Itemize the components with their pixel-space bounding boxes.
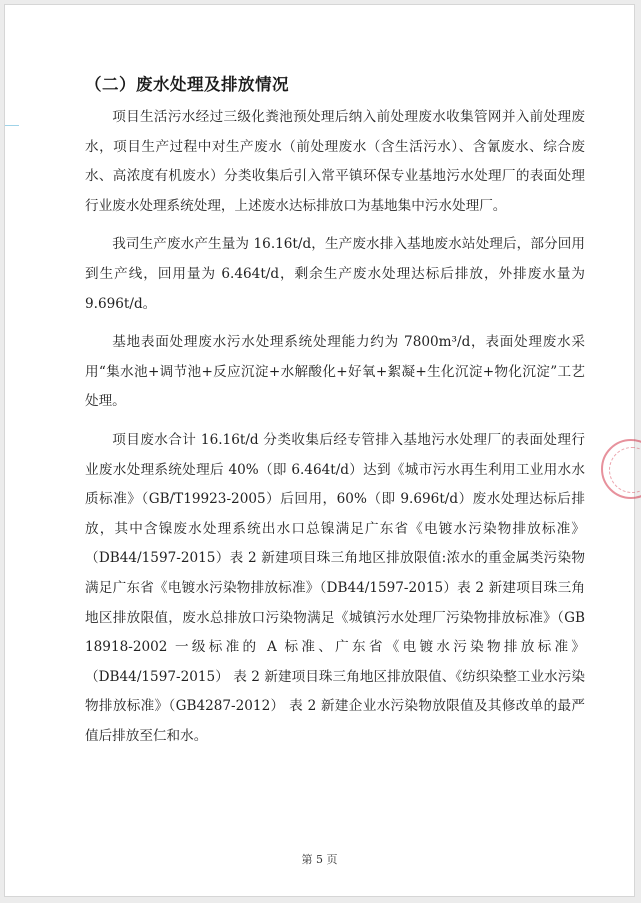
paragraph-discharge-standards: 项目废水合计 16.16t/d 分类收集后经专管排入基地污水处理厂的表面处理行业废水处理系统处理后 40%（即 6.464t/d）达到《城市污水再生利用工业用水水质标准》（GB/T19923-2005）后回用，60%（即 9.696t/d）废水处理达标后排放，其中含镍废水处理系统出水口总镍满足广东省《电镀水污染物排放标准》（DB44/1597-2015）表 2 新建项目珠三角地区排放限值:浓水的重金属类污染物满足广东省《电镀水污染物排放标准》（DB44/1597-2015）表 2 新建项目珠三角地区排放限值，废水总排放口污染物满足《城镇污水处理厂污染物排放标准》（GB 18918-2002 一级标准的 A 标准、广东省《电镀水污染物排放标准》（DB44/1597-2015） 表 2 新建项目珠三角地区排放限值、《纺织染整工业水污染物排放标准》（GB4287-2012） 表 2 新建企业水污染物放限值及其修改单的最严值后排放至仁和水。 [85, 431, 585, 744]
paragraph-wastewater-volume: 我司生产废水产生量为 16.16t/d，生产废水排入基地废水站处理后，部分回用到生产线，回用量为 6.464t/d，剩余生产废水处理达标后排放，外排废水量为 9.696t/d。 [85, 236, 585, 312]
paragraph-domestic-sewage: 项目生活污水经过三级化粪池预处理后纳入前处理废水收集管网并入前处理废水，项目生产过程中对生产废水（前处理废水（含生活污水）、含氰废水、综合废水、高浓度有机废水）分类收集后引入常平镇环保专业基地污水处理厂的表面处理行业废水处理系统处理，上述废水达标排放口为基地集中污水处理厂。 [85, 109, 585, 214]
document-page [4, 4, 635, 897]
body-text [85, 103, 585, 751]
paragraph-treatment-capacity: 基地表面处理废水污水处理系统处理能力约为 7800m³/d，表面处理废水采用“集水池+调节池+反应沉淀+水解酸化+好氧+絮凝+生化沉淀+物化沉淀”工艺处理。 [85, 334, 585, 410]
page-number: 第 5 页 [301, 853, 338, 866]
seal-inner-ring [609, 447, 641, 493]
edge-mark [5, 125, 19, 126]
section-heading: （二）废水处理及排放情况 [85, 75, 289, 94]
red-seal-stamp [601, 439, 641, 499]
